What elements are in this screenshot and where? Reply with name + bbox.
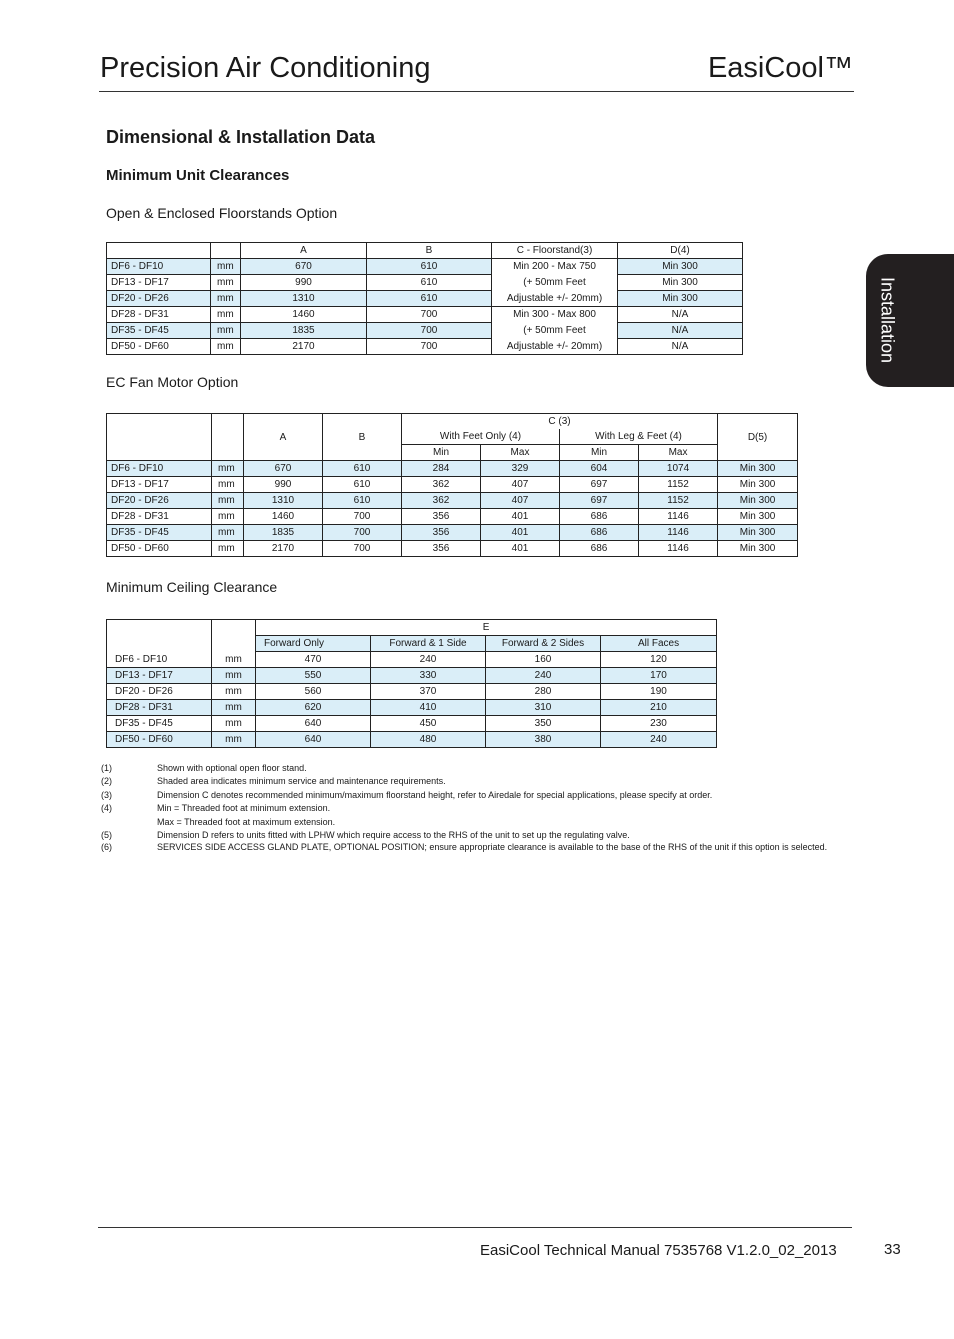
feet-min-cell: 356 [402,541,481,557]
section-side-tab[interactable] [866,254,954,387]
footnote [101,829,831,842]
forward-1-side-cell: 330 [371,668,486,684]
table3-unit-header [212,620,256,652]
footnote-number [101,816,157,829]
model-cell: DF35 - DF45 [107,323,211,339]
footnote-number: (5) [101,830,112,841]
c-cell: Min 200 - Max 750 [492,259,618,275]
section-title: Dimensional & Installation Data [106,127,376,147]
unit-cell: mm [212,477,244,493]
footnote [101,762,831,775]
table-row [107,509,798,525]
table2-header-a: A [244,414,323,461]
footnote-text: Max = Threaded foot at maximum extension. [157,816,336,827]
model-cell: DF35 - DF45 [107,525,212,541]
a-cell: 1835 [241,323,367,339]
footnote-number: (6) [101,842,112,853]
footnote [101,842,831,853]
table3-header-forward-1-side: Forward & 1 Side [371,636,486,652]
table3-caption: Minimum Ceiling Clearance [106,579,278,595]
d-cell: N/A [618,339,743,355]
forward-only-cell: 640 [256,716,371,732]
b-cell: 610 [367,291,492,307]
b-cell: 700 [367,339,492,355]
model-cell: DF20 - DF26 [107,291,211,307]
unit-cell: mm [211,307,241,323]
footnote-number: (4) [101,803,112,814]
side-tab-label: Installation [877,276,898,364]
feet-min-cell: 284 [402,461,481,477]
d-cell: Min 300 [718,461,798,477]
page-number: 33 [884,1241,901,1258]
table-row [107,493,798,509]
d-cell: N/A [618,323,743,339]
b-cell: 610 [367,259,492,275]
feet-max-cell: 401 [481,509,560,525]
leg-max-cell: 1146 [639,509,718,525]
all-faces-cell: 210 [601,700,717,716]
table2-header-leg-min: Min [560,445,639,461]
model-cell: DF13 - DF17 [107,275,211,291]
table-row [107,541,798,557]
forward-2-sides-cell: 380 [486,732,601,748]
footnote [101,816,831,829]
footnote-text: SERVICES SIDE ACCESS GLAND PLATE, OPTIONAL POSITION; ensure appropriate clearance is available to the base of the RHS of the unit if this option is selected. [157,842,828,853]
leg-max-cell: 1074 [639,461,718,477]
header-divider [99,91,854,92]
forward-1-side-cell: 410 [371,700,486,716]
leg-max-cell: 1146 [639,541,718,557]
a-cell: 1460 [241,307,367,323]
model-cell: DF28 - DF31 [107,307,211,323]
table-row [107,684,717,700]
table-row [107,307,743,323]
model-cell: DF13 - DF17 [107,668,212,684]
unit-cell: mm [212,525,244,541]
table1-caption: Open & Enclosed Floorstands Option [106,205,338,221]
table-row [107,652,717,668]
a-cell: 670 [241,259,367,275]
table2-header-feet-max: Max [481,445,560,461]
footnote-text: Min = Threaded foot at minimum extension. [157,803,331,814]
table2-corner [107,414,212,461]
table3-header-all-faces: All Faces [601,636,717,652]
model-cell: DF6 - DF10 [107,259,211,275]
sub-title: Minimum Unit Clearances [106,167,290,184]
table1-header-d: D(4) [618,243,743,259]
unit-cell: mm [212,732,256,748]
forward-2-sides-cell: 240 [486,668,601,684]
table2-header-leg-max: Max [639,445,718,461]
leg-max-cell: 1146 [639,525,718,541]
model-cell: DF28 - DF31 [107,700,212,716]
model-cell: DF50 - DF60 [107,339,211,355]
feet-min-cell: 362 [402,477,481,493]
unit-cell: mm [211,323,241,339]
footnote-text: Shown with optional open floor stand. [157,763,307,773]
footnote-number: (2) [101,776,112,787]
table-row [107,323,743,339]
footer-divider [98,1227,852,1228]
forward-only-cell: 550 [256,668,371,684]
d-cell: Min 300 [618,291,743,307]
footnote-text: Dimension D refers to units fitted with LPHW which require access to the RHS of the unit to set up the regulating valve. [157,830,630,841]
forward-1-side-cell: 450 [371,716,486,732]
model-cell: DF6 - DF10 [107,652,212,668]
d-cell: Min 300 [618,275,743,291]
feet-min-cell: 356 [402,509,481,525]
d-cell: Min 300 [718,541,798,557]
a-cell: 990 [241,275,367,291]
a-cell: 1310 [244,493,323,509]
b-cell: 700 [367,307,492,323]
a-cell: 670 [244,461,323,477]
model-cell: DF50 - DF60 [107,732,212,748]
footnote-text: Shaded area indicates minimum service and maintenance requirements. [157,776,446,787]
table2-header-d: D(5) [718,414,798,461]
forward-1-side-cell: 480 [371,732,486,748]
a-cell: 2170 [241,339,367,355]
table1-unit-header [211,243,241,259]
footnote [101,789,831,802]
table2-unit-header [212,414,244,461]
footnote [101,775,831,788]
all-faces-cell: 120 [601,652,717,668]
table1-header-a: A [241,243,367,259]
a-cell: 1835 [244,525,323,541]
leg-max-cell: 1152 [639,477,718,493]
unit-cell: mm [212,461,244,477]
table2-header-b: B [323,414,402,461]
table-row [107,461,798,477]
d-cell: Min 300 [718,493,798,509]
model-cell: DF13 - DF17 [107,477,212,493]
c-cell: Min 300 - Max 800 [492,307,618,323]
model-cell: DF28 - DF31 [107,509,212,525]
all-faces-cell: 240 [601,732,717,748]
table3-header-forward-only: Forward Only [256,636,371,652]
d-cell: N/A [618,307,743,323]
ec-fan-table [106,413,798,557]
unit-cell: mm [212,668,256,684]
b-cell: 610 [367,275,492,291]
floorstand-table [106,242,743,355]
footer-document-title: EasiCool Technical Manual 7535768 V1.2.0_02_2013 [480,1242,837,1259]
a-cell: 1460 [244,509,323,525]
unit-cell: mm [211,339,241,355]
feet-max-cell: 329 [481,461,560,477]
model-cell: DF20 - DF26 [107,493,212,509]
unit-cell: mm [212,700,256,716]
forward-only-cell: 470 [256,652,371,668]
all-faces-cell: 170 [601,668,717,684]
leg-min-cell: 697 [560,477,639,493]
forward-only-cell: 560 [256,684,371,700]
leg-min-cell: 686 [560,509,639,525]
table-row [107,732,717,748]
table-row [107,525,798,541]
b-cell: 610 [323,461,402,477]
c-cell: Adjustable +/- 20mm) [492,339,618,355]
unit-cell: mm [212,493,244,509]
c-cell: (+ 50mm Feet [492,323,618,339]
leg-min-cell: 686 [560,525,639,541]
b-cell: 700 [323,509,402,525]
a-cell: 1310 [241,291,367,307]
c-cell: Adjustable +/- 20mm) [492,291,618,307]
table2-caption: EC Fan Motor Option [106,374,239,390]
unit-cell: mm [212,652,256,668]
footnote-number: (1) [101,763,112,773]
d-cell: Min 300 [718,525,798,541]
all-faces-cell: 230 [601,716,717,732]
forward-2-sides-cell: 160 [486,652,601,668]
b-cell: 610 [323,493,402,509]
feet-max-cell: 407 [481,477,560,493]
b-cell: 700 [323,525,402,541]
d-cell: Min 300 [618,259,743,275]
table-row [107,259,743,275]
leg-min-cell: 697 [560,493,639,509]
forward-only-cell: 640 [256,732,371,748]
leg-min-cell: 686 [560,541,639,557]
unit-cell: mm [212,716,256,732]
all-faces-cell: 190 [601,684,717,700]
b-cell: 610 [323,477,402,493]
table3-corner [107,620,212,652]
model-cell: DF20 - DF26 [107,684,212,700]
table2-header-feet-min: Min [402,445,481,461]
forward-2-sides-cell: 350 [486,716,601,732]
table2-header-c: C (3) [402,414,718,430]
leg-max-cell: 1152 [639,493,718,509]
unit-cell: mm [212,509,244,525]
table-row [107,339,743,355]
feet-max-cell: 407 [481,493,560,509]
table-row [107,291,743,307]
forward-2-sides-cell: 280 [486,684,601,700]
unit-cell: mm [211,291,241,307]
unit-cell: mm [212,684,256,700]
table-row [107,716,717,732]
unit-cell: mm [212,541,244,557]
table2-header-leg: With Leg & Feet (4) [560,429,718,445]
footnotes [101,762,831,853]
table1-header-c: C - Floorstand(3) [492,243,618,259]
leg-min-cell: 604 [560,461,639,477]
d-cell: Min 300 [718,477,798,493]
table3-header-forward-2-sides: Forward & 2 Sides [486,636,601,652]
ceiling-clearance-table [106,619,717,748]
b-cell: 700 [323,541,402,557]
page-header-brand: EasiCool™ [707,52,853,84]
d-cell: Min 300 [718,509,798,525]
model-cell: DF35 - DF45 [107,716,212,732]
table-row [107,477,798,493]
feet-max-cell: 401 [481,541,560,557]
c-cell: (+ 50mm Feet [492,275,618,291]
a-cell: 2170 [244,541,323,557]
table-row [107,275,743,291]
model-cell: DF6 - DF10 [107,461,212,477]
feet-max-cell: 401 [481,525,560,541]
footnote [101,802,831,815]
a-cell: 990 [244,477,323,493]
feet-min-cell: 362 [402,493,481,509]
footnote-number: (3) [101,789,112,800]
table1-corner [107,243,211,259]
forward-only-cell: 620 [256,700,371,716]
b-cell: 700 [367,323,492,339]
forward-1-side-cell: 240 [371,652,486,668]
unit-cell: mm [211,259,241,275]
model-cell: DF50 - DF60 [107,541,212,557]
table2-header-feet: With Feet Only (4) [402,429,560,445]
table1-header-b: B [367,243,492,259]
feet-min-cell: 356 [402,525,481,541]
forward-2-sides-cell: 310 [486,700,601,716]
table-row [107,668,717,684]
footnote-text: Dimension C denotes recommended minimum/maximum floorstand height, refer to Airedale for special applications, please specify at order. [157,789,713,800]
unit-cell: mm [211,275,241,291]
table3-header-e: E [256,620,717,636]
table-row [107,700,717,716]
page-header-title: Precision Air Conditioning [100,52,431,84]
forward-1-side-cell: 370 [371,684,486,700]
